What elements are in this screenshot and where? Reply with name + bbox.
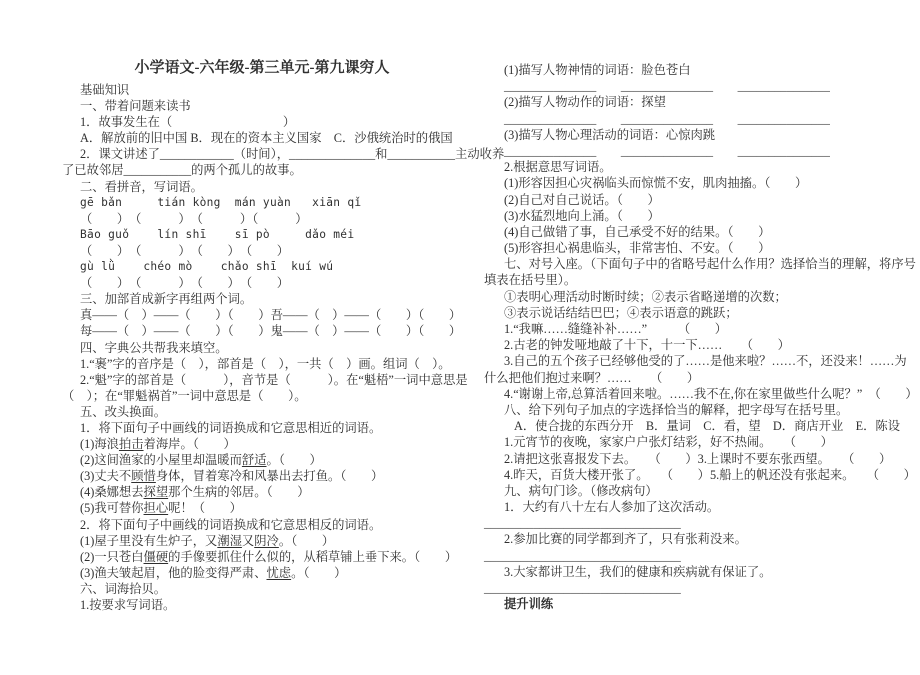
text-span: 九、病句门诊。（修改病句）: [504, 483, 658, 498]
text-span: 1.“裹”字的音序是（ ），部首是（ ），一共（ ）画。组词（ ）。: [80, 356, 451, 371]
text-span: 。（ ）: [266, 453, 322, 468]
section-6-heading: [80, 581, 484, 597]
text-span: (3)丈夫不: [80, 469, 132, 484]
text-span: 了已故邻居___________的两个孤儿的故事。: [62, 163, 302, 178]
underlined-word: 舒适: [241, 453, 267, 468]
answer-blank-row: [504, 78, 916, 94]
text-span: 。（ ）: [291, 565, 347, 580]
text-span: 2.古老的钟发哑地敲了十下，十一下…… （ ）: [504, 338, 790, 353]
text-span: Bāo guǒ lín shī sī pò dǎo méi: [80, 227, 355, 241]
text-line: [80, 436, 484, 452]
text-span: （ ） （ ） （ ） （ ）: [80, 243, 290, 258]
text-span: 那个生病的邻居。（ ）: [168, 485, 310, 500]
text-span: 五、改头换面。: [80, 404, 167, 419]
section-advanced-training: [504, 596, 916, 612]
text-span: 六、词海拾贝。: [80, 581, 167, 596]
text-span: 1．故事发生在（ ）: [80, 115, 296, 130]
right-column: [484, 62, 916, 612]
underlined-word: 忧虑: [266, 565, 292, 580]
answer-blank-row: [484, 548, 916, 564]
text-span: 1．大约有八十左右人参加了这次活动。: [504, 500, 720, 515]
text-span: ________________________________: [484, 548, 681, 563]
text-line: [504, 531, 916, 547]
text-span: (4)自己做错了事，自己承受不好的结果。（ ）: [504, 224, 771, 239]
text-span: （ ） （ ） （ ）（ ）: [80, 211, 308, 226]
text-span: gù lǜ chéo mò chǎo shī kuí wú: [80, 260, 334, 274]
text-span: 的手像要抓住什么似的，从稻草铺上垂下来。（ ）: [168, 549, 458, 564]
text-span: 2.“魁”字的部首是（ ），音节是（ ）。在“魁梧”一词中意思是: [80, 372, 468, 387]
text-line: [504, 289, 916, 305]
section-8-heading: [504, 402, 916, 418]
text-span: 基础知识: [80, 83, 130, 97]
text-line: [504, 175, 916, 191]
text-span: 4.昨天，百货大楼开张了。 （ ）5.船上的帆还没有张起来。 （ ）: [504, 467, 916, 482]
text-line: [504, 192, 916, 208]
text-span: ________________________________: [484, 516, 681, 531]
text-line: [484, 370, 916, 386]
section-4-heading: [80, 340, 484, 356]
text-line: [80, 259, 484, 275]
underlined-word: 潮湿: [217, 533, 242, 548]
text-span: 什么把他们抱过来啊？…… （ ）: [484, 370, 700, 385]
text-line: [80, 227, 484, 243]
text-line: [504, 94, 916, 110]
text-span: 每——（ ）——（ ）（ ）鬼——（ ）——（ ）（ ）: [80, 324, 462, 339]
text-line: [504, 127, 916, 143]
section-9-heading: [504, 483, 916, 499]
text-line: [80, 549, 484, 565]
text-span: 2．将下面句子中画线的词语换成和它意思相反的词语。: [80, 517, 382, 532]
text-line: [80, 468, 484, 484]
text-span: gē bǎn tián kòng mán yuàn xiān qǐ: [80, 195, 362, 209]
text-line: [80, 114, 484, 130]
section-7-heading: [504, 256, 916, 272]
text-span: (3)描写人物心理活动的词语：心惊肉跳: [504, 127, 716, 142]
text-line: [80, 484, 484, 500]
text-span: (1)形容因担心灾祸临头而惊慌不安，肌肉抽搐。（ ）: [504, 176, 808, 191]
text-span: 一、带着问题来读书: [80, 99, 191, 114]
answer-blank-row: [504, 111, 916, 127]
text-span: (4)桑娜想去: [80, 485, 144, 500]
text-line: [80, 243, 484, 259]
text-span: 八、给下列句子加点的字选择恰当的解释，把字母写在括号里。: [504, 402, 849, 417]
text-span: (1)描写人物神情的词语：脸色苍白: [504, 63, 691, 77]
text-line: [62, 388, 484, 404]
text-line: [504, 434, 916, 450]
section-1-heading: [80, 98, 484, 114]
text-span: (3)渔夫皱起眉，他的脸变得严肃、: [80, 565, 267, 580]
text-span: A．解放前的旧中国 B．现在的资本主义国家 C．沙俄统治时的俄国: [80, 131, 453, 146]
section-5-heading: [80, 404, 484, 420]
text-line: [80, 323, 484, 339]
text-line: [80, 146, 505, 162]
text-line: [504, 321, 916, 337]
worksheet-title: 小学语文-六年级-第三单元-第九课穷人: [134, 60, 390, 76]
section-3-heading: [80, 291, 484, 307]
answer-blank-row: [484, 515, 916, 531]
text-line: [80, 517, 484, 533]
text-span: 2.请把这张喜报发下去。 （ ）3.上课时不要东张西望。 （ ）: [504, 451, 892, 466]
text-line: [80, 130, 484, 146]
text-span: _______________ _______________ _______________: [504, 143, 830, 158]
text-span: 填表在括号里）。: [484, 273, 577, 288]
text-span: 1.“我嘛……缝缝补补……” （ ）: [504, 322, 728, 336]
underlined-word: 阴冷: [254, 533, 279, 548]
text-line: [504, 386, 916, 402]
underlined-word: 担心: [143, 501, 169, 516]
answer-blank-row: [484, 580, 916, 596]
text-span: (2)这间渔家的小屋里却温暖而: [80, 453, 242, 468]
text-span: _______________ _______________ _______________: [504, 111, 830, 126]
text-line: [504, 337, 916, 353]
text-span: （ ）；在“罪魁祸首”一词中意思是（ ）。: [62, 388, 307, 403]
text-span: (2)一只苍白: [80, 549, 144, 564]
text-span: 2．课文讲述了____________（时间），______________和___________主动收养: [80, 147, 505, 162]
text-span: (1)海浪: [80, 437, 119, 452]
text-line: [504, 467, 916, 483]
text-span: 三、加部首成新字再组两个词。: [80, 292, 253, 307]
text-line: [80, 211, 484, 227]
text-line: [80, 565, 484, 581]
text-span: (3)水猛烈地向上涌。（ ）: [504, 208, 660, 223]
text-span: 提升训练: [504, 597, 554, 612]
text-span: (1)屋子里没有生炉子，又: [80, 533, 218, 548]
text-span: 着海岸。（ ）: [143, 437, 236, 452]
text-span: 又: [241, 533, 255, 548]
text-line: [504, 564, 916, 580]
text-span: 2.根据意思写词语。: [504, 160, 612, 175]
left-column: [62, 82, 505, 613]
text-line: [80, 452, 484, 468]
text-line: [504, 499, 916, 515]
text-line: [80, 372, 484, 388]
text-span: (5)形容担心祸患临头，非常害怕、不安。（ ）: [504, 241, 771, 256]
text-line: [504, 305, 916, 321]
text-span: ________________________________: [484, 581, 681, 595]
answer-blank-row: [504, 143, 916, 159]
text-line: [504, 62, 916, 78]
text-line: [504, 224, 916, 240]
text-span: 2.参加比赛的同学都到齐了，只有张莉没来。: [504, 532, 747, 547]
text-span: 1．将下面句子中画线的词语换成和它意思相近的词语。: [80, 420, 382, 435]
text-line: [62, 162, 484, 178]
text-line: [80, 500, 484, 516]
underlined-word: 顾惜: [131, 469, 156, 484]
text-line: [80, 533, 484, 549]
text-line: [80, 597, 484, 613]
text-line: [80, 275, 484, 291]
text-span: ③表示说话结结巴巴；④表示语意的跳跃；: [504, 305, 738, 320]
text-line: [484, 272, 916, 288]
text-line: [80, 195, 484, 211]
text-span: 四、字典公共帮我来填空。: [80, 340, 228, 355]
text-line: [80, 307, 484, 323]
text-line: [80, 420, 484, 436]
section-2-heading: [80, 179, 484, 195]
text-span: (2)描写人物动作的词语：探望: [504, 95, 666, 110]
text-line: [514, 418, 916, 434]
text-span: (5)我可替你: [80, 501, 144, 516]
text-span: A．使合拢的东西分开 B．量词 C．看，望 D．商店开业 E．陈设: [514, 419, 900, 434]
text-span: 呢！（ ）: [168, 501, 242, 516]
underlined-word: 僵硬: [143, 549, 169, 564]
text-line: [504, 451, 916, 467]
text-span: 身体，冒着寒冷和风暴出去打鱼。（ ）: [155, 469, 384, 484]
text-span: (2)自己对自己说话。（ ）: [504, 192, 660, 207]
text-span: _______________ _______________ _______________: [504, 79, 830, 94]
text-span: 4.“谢谢上帝,总算活着回来啦。……我不在,你在家里做些什么呢？” （ ）: [504, 386, 918, 401]
underlined-word: 探望: [143, 485, 169, 500]
text-span: 3.自己的五个孩子已经够他受的了……是他来啦？……不，还没来！……为: [504, 354, 907, 369]
text-span: 3.大家都讲卫生，我们的健康和疾病就有保证了。: [504, 564, 772, 579]
text-span: 七、对号入座。（下面句子中的省略号起什么作用？选择恰当的理解，将序号: [504, 257, 916, 272]
text-span: 真——（ ）——（ ）（ ）吾——（ ）——（ ）（ ）: [80, 308, 462, 323]
text-span: 二、看拼音，写词语。: [80, 179, 203, 194]
text-span: 1.按要求写词语。: [80, 598, 176, 612]
text-span: ①表明心理活动时断时续；②表示省略递增的次数；: [504, 289, 787, 304]
text-line: [80, 356, 484, 372]
text-span: 。（ ）: [278, 533, 335, 548]
text-line: [504, 353, 916, 369]
text-line: [504, 159, 916, 175]
text-line: [504, 240, 916, 256]
text-line: [504, 208, 916, 224]
underlined-word: 拍击: [118, 437, 144, 452]
section-basic-knowledge: [80, 82, 484, 98]
text-span: （ ） （ ） （ ） （ ）: [80, 276, 290, 291]
text-span: 1.元宵节的夜晚，家家户户张灯结彩，好不热闹。 （ ）: [504, 435, 833, 450]
